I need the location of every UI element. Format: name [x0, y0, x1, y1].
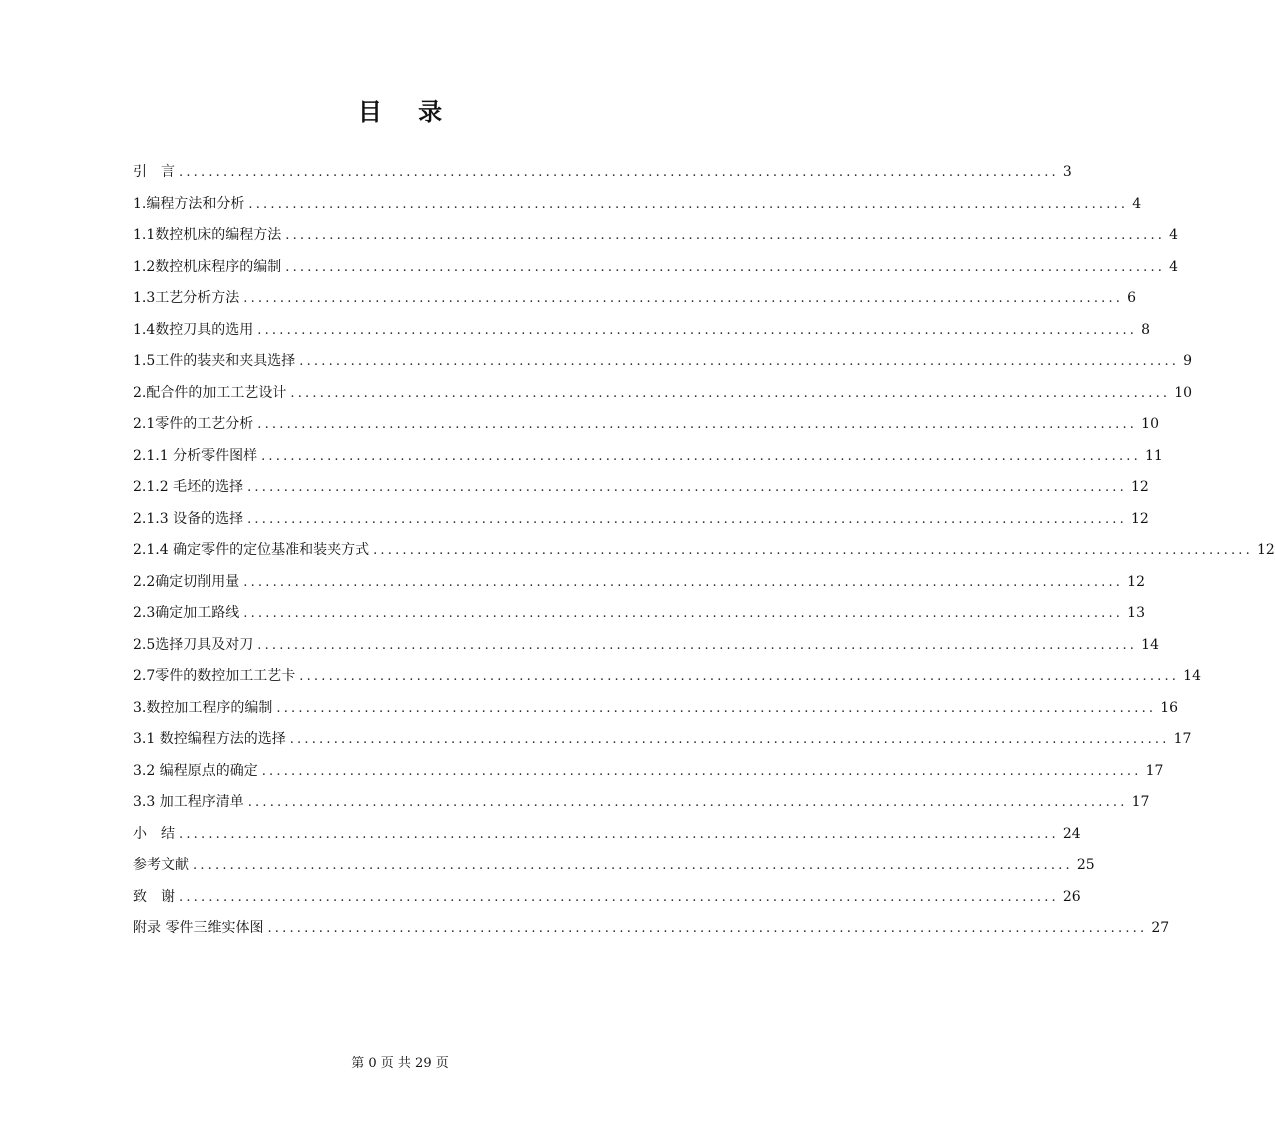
toc-leader-dots: ........................................................................................................................ — [257, 637, 1138, 653]
toc-entry-label: 2.5选择刀具及对刀 — [133, 636, 254, 653]
toc-entry[interactable] — [133, 409, 1159, 441]
toc-entry-page: 10 — [1174, 384, 1193, 401]
toc-entry[interactable] — [133, 567, 1145, 599]
toc-entry-page: 17 — [1131, 794, 1150, 810]
toc-entry-page: 8 — [1141, 321, 1151, 338]
toc-entry-label: 3.数控加工程序的编制 — [133, 699, 273, 716]
toc-leader-dots: ........................................................................................................................ — [247, 511, 1127, 527]
toc-entry-label: 1.3工艺分析方法 — [133, 290, 240, 306]
toc-entry[interactable] — [133, 756, 1164, 788]
page-footer: 第 0 页 共 29 页 — [351, 1056, 449, 1071]
toc-entry[interactable] — [133, 535, 1275, 567]
toc-leader-dots: ........................................................................................................................ — [299, 669, 1180, 684]
toc-leader-dots: ........................................................................................................................ — [285, 228, 1166, 243]
toc-leader-dots: ........................................................................................................................ — [179, 889, 1059, 905]
toc-entry[interactable] — [133, 850, 1095, 882]
toc-leader-dots: ........................................................................................................................ — [289, 732, 1170, 747]
toc-entry-page: 24 — [1062, 825, 1081, 842]
toc-entry[interactable] — [133, 787, 1150, 819]
toc-entry-page: 17 — [1173, 731, 1192, 747]
toc-leader-dots: ........................................................................................................................ — [261, 763, 1142, 779]
toc-leader-dots: ........................................................................................................................ — [247, 795, 1128, 810]
toc-entry[interactable] — [133, 693, 1179, 725]
toc-leader-dots: ........................................................................................................................ — [373, 543, 1253, 558]
toc-entry[interactable] — [133, 189, 1142, 221]
toc-leader-dots: ........................................................................................................................ — [247, 480, 1127, 495]
page-title: 目 录 — [357, 98, 457, 126]
toc-entry-label: 3.2 编程原点的确定 — [133, 762, 258, 779]
toc-entry[interactable] — [133, 346, 1193, 378]
toc-entry-label: 2.1.1 分析零件图样 — [133, 447, 258, 464]
toc-entry[interactable] — [133, 252, 1179, 284]
toc-entry-label: 3.1 数控编程方法的选择 — [133, 731, 286, 747]
toc-leader-dots: ........................................................................................................................ — [243, 574, 1124, 590]
toc-entry-page: 16 — [1160, 699, 1179, 716]
toc-entry-page: 4 — [1169, 227, 1179, 243]
toc-entry-label: 1.5工件的装夹和夹具选择 — [133, 353, 296, 369]
toc-entry[interactable] — [133, 913, 1170, 945]
toc-entry-page: 26 — [1062, 888, 1081, 905]
toc-entry-label: 2.配合件的加工工艺设计 — [133, 384, 287, 401]
toc-leader-dots: ........................................................................................................................ — [257, 322, 1138, 338]
toc-entry-label: 参考文献 — [133, 857, 189, 873]
toc-entry-label: 2.1.2 毛坯的选择 — [133, 479, 244, 495]
toc-entry-label: 2.1.4 确定零件的定位基准和装夹方式 — [133, 542, 370, 558]
toc-leader-dots: ........................................................................................................................ — [299, 354, 1180, 369]
toc-entry-page: 12 — [1256, 542, 1275, 558]
toc-entry-label: 2.1零件的工艺分析 — [133, 416, 254, 432]
toc-entry-page: 14 — [1141, 636, 1159, 653]
toc-entry-label: 致 谢 — [133, 888, 175, 905]
toc-entry-label: 1.编程方法和分析 — [133, 195, 245, 212]
toc-entry-label: 2.7零件的数控加工工艺卡 — [133, 668, 296, 684]
toc-entry-page: 11 — [1144, 447, 1163, 464]
toc-entry[interactable] — [133, 472, 1149, 504]
toc-entry-page: 14 — [1183, 668, 1201, 684]
toc-leader-dots: ........................................................................................................................ — [243, 606, 1124, 621]
toc-entry-label: 2.2确定切削用量 — [133, 573, 240, 590]
toc-entry-label: 2.3确定加工路线 — [133, 605, 240, 621]
toc-entry-page: 10 — [1141, 416, 1159, 432]
toc-leader-dots: ........................................................................................................................ — [179, 826, 1059, 842]
toc-entry-page: 4 — [1169, 258, 1179, 275]
toc-leader-dots: ........................................................................................................................ — [193, 858, 1073, 873]
toc-entry-label: 引 言 — [133, 164, 175, 180]
toc-entry[interactable] — [133, 630, 1159, 662]
toc-leader-dots: ........................................................................................................................ — [290, 385, 1171, 401]
toc-entry[interactable] — [133, 819, 1081, 851]
toc-entry-page: 9 — [1183, 353, 1193, 369]
toc-entry[interactable] — [133, 157, 1072, 189]
toc-entry-label: 3.3 加工程序清单 — [133, 794, 244, 810]
toc-leader-dots: ........................................................................................................................ — [179, 165, 1059, 180]
toc-leader-dots: ........................................................................................................................ — [276, 700, 1157, 716]
toc-entry-page: 12 — [1130, 479, 1149, 495]
toc-entry-label: 附录 零件三维实体图 — [133, 920, 264, 936]
toc-entry-page: 13 — [1127, 605, 1145, 621]
toc-entry[interactable] — [133, 661, 1201, 693]
toc-entry-page: 4 — [1132, 195, 1142, 212]
toc-entry-label: 1.1数控机床的编程方法 — [133, 227, 282, 243]
toc-entry[interactable] — [133, 315, 1151, 347]
toc-leader-dots: ........................................................................................................................ — [243, 291, 1124, 306]
toc-entry-page: 12 — [1127, 573, 1145, 590]
toc-entry[interactable] — [133, 283, 1137, 315]
toc-entry-page: 25 — [1076, 857, 1095, 873]
toc-leader-dots: ........................................................................................................................ — [267, 921, 1148, 936]
toc-entry-page: 3 — [1062, 164, 1072, 180]
toc-entry[interactable] — [133, 378, 1193, 410]
toc-entry[interactable] — [133, 441, 1163, 473]
table-of-contents — [133, 157, 1275, 945]
toc-entry[interactable] — [133, 724, 1192, 756]
toc-leader-dots: ........................................................................................................................ — [285, 259, 1166, 275]
toc-entry[interactable] — [133, 882, 1081, 914]
toc-entry-page: 6 — [1127, 290, 1137, 306]
toc-entry[interactable] — [133, 504, 1149, 536]
toc-entry-label: 小 结 — [133, 825, 175, 842]
toc-entry[interactable] — [133, 220, 1179, 252]
toc-entry-page: 17 — [1145, 762, 1164, 779]
toc-leader-dots: ........................................................................................................................ — [248, 196, 1129, 212]
toc-entry-page: 27 — [1151, 920, 1170, 936]
toc-entry-label: 1.4数控刀具的选用 — [133, 321, 254, 338]
toc-entry[interactable] — [133, 598, 1145, 630]
toc-leader-dots: ........................................................................................................................ — [261, 448, 1141, 464]
toc-entry-label: 1.2数控机床程序的编制 — [133, 258, 282, 275]
toc-leader-dots: ........................................................................................................................ — [257, 417, 1138, 432]
toc-entry-page: 12 — [1130, 510, 1149, 527]
toc-entry-label: 2.1.3 设备的选择 — [133, 510, 244, 527]
